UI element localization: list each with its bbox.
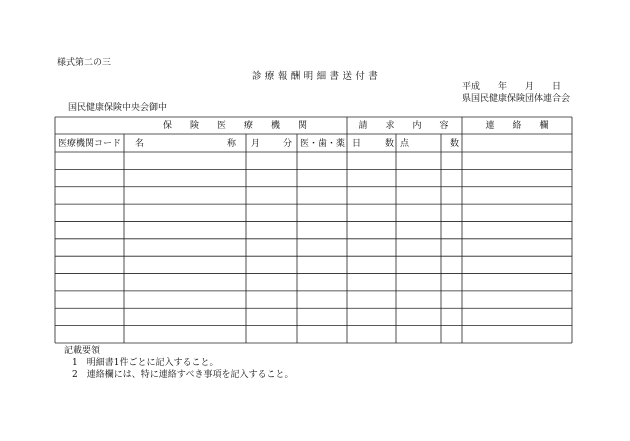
column-days-left: 日 <box>352 139 362 149</box>
column-name-right: 称 <box>227 139 237 149</box>
column-month-right: 分 <box>283 139 293 149</box>
header-contact: 連 絡 欄 <box>485 121 549 131</box>
date-line: 平成 年 月 日 <box>462 82 562 92</box>
notes-title: 記載要領 <box>64 346 101 356</box>
sender-association: 県国民健康保険団体連合会 <box>462 94 571 104</box>
addressee: 国民健康保険中央会御中 <box>68 103 168 113</box>
column-points-left: 点 <box>400 139 410 149</box>
statement-table <box>55 117 572 343</box>
column-days-right: 数 <box>385 139 395 149</box>
document-title: 診 療 報 酬 明 細 書 送 付 書 <box>252 71 378 82</box>
form-number: 様式第二の三 <box>57 58 112 68</box>
table-grid-lines <box>55 117 572 343</box>
column-name-left: 名 <box>135 139 145 149</box>
header-institution: 保 険 医 療 機 関 <box>162 121 307 131</box>
column-month-left: 月 <box>251 139 261 149</box>
header-request: 請 求 内 容 <box>358 121 449 131</box>
column-points-right: 数 <box>450 139 460 149</box>
column-category: 医・歯・薬 <box>300 139 346 149</box>
column-code: 医療機関コード <box>58 139 122 149</box>
note-item: 1 明細書1件ごとに記入すること。 <box>72 358 219 368</box>
note-item: 2 連絡欄には、特に連絡すべき事項を記入すること。 <box>72 370 294 380</box>
